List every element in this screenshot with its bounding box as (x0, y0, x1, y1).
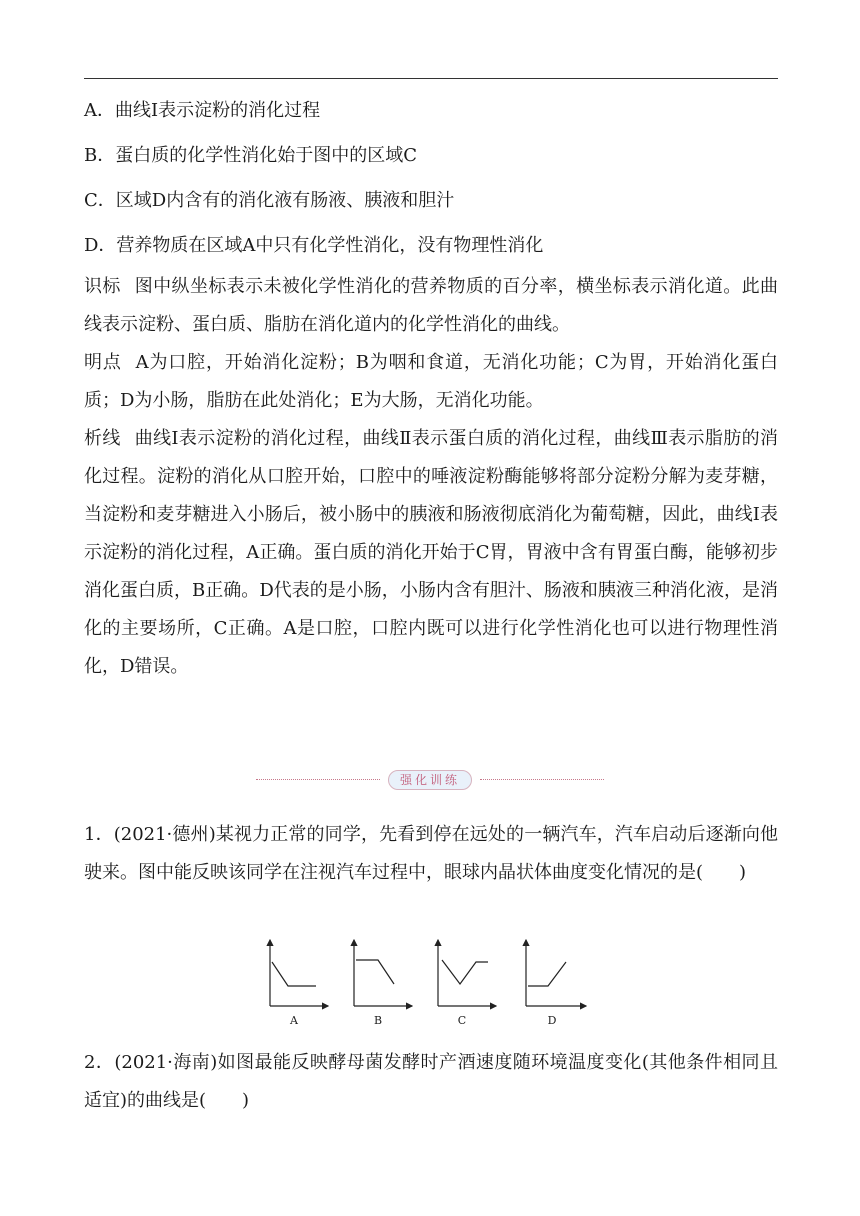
graph-c-curve (442, 960, 488, 984)
lines-label: 析线 (84, 428, 121, 449)
graph-b-label: B (373, 1014, 383, 1027)
top-rule (84, 78, 778, 79)
divider-dots-left (256, 779, 380, 780)
lens-curvature-graphs (264, 936, 594, 1028)
question-1-text: 1．(2021·德州)某视力正常的同学，先看到停在远处的一辆汽车，汽车启动后逐渐向他驶来。图中能反映该同学在注视汽车过程中，眼球内晶状体曲度变化情况的是( ) (84, 824, 778, 883)
lines-paragraph (84, 420, 778, 686)
lines-text: 曲线Ⅰ表示淀粉的消化过程，曲线Ⅱ表示蛋白质的消化过程，曲线Ⅲ表示脂肪的消化过程。淀粉的消化从口腔开始，口腔中的唾液淀粉酶能够将部分淀粉分解为麦芽糖，当淀粉和麦芽糖进入小肠后，被小肠中的胰液和肠液彻底消化为葡萄糖，因此，曲线Ⅰ表示淀粉的消化过程，A正确。蛋白质的消化开始于C胃，胃液中含有胃蛋白酶，能够初步消化蛋白质，B正确。D代表的是小肠，小肠内含有胆汁、肠液和胰液三种消化液，是消化的主要场所，C正确。A是口腔，口腔内既可以进行化学性消化也可以进行物理性消化，D错误。 (84, 428, 778, 677)
section-divider (256, 768, 604, 792)
graph-d-label: D (547, 1014, 557, 1027)
graph-b-curve (356, 960, 394, 984)
option-a: A．曲线Ⅰ表示淀粉的消化过程 (84, 100, 321, 121)
graph-a-label: A (290, 1014, 298, 1027)
graph-a-curve (272, 962, 316, 986)
graph-c (438, 940, 496, 1027)
option-b: B．蛋白质的化学性消化始于图中的区域C (84, 145, 417, 166)
graph-b (354, 940, 412, 1027)
graphs-svg (264, 936, 594, 1028)
answer-options (84, 88, 778, 268)
graph-c-label: C (457, 1014, 467, 1027)
points-label: 明点 (84, 352, 122, 373)
question-2-text: 2．(2021·海南)如图最能反映酵母菌发酵时产酒速度随环境温度变化(其他条件相同且适宜)的曲线是( ) (84, 1052, 778, 1111)
analysis-section (84, 268, 778, 686)
option-d: D．营养物质在区域A中只有化学性消化，没有物理性消化 (84, 235, 544, 256)
points-paragraph (84, 344, 778, 420)
graph-d-curve (528, 962, 566, 986)
identify-label: 识标 (84, 276, 121, 297)
section-title: 强化训练 (388, 770, 472, 790)
divider-dots-right (480, 779, 604, 780)
graph-d (526, 940, 586, 1027)
graph-a (270, 940, 328, 1027)
question-2 (84, 1044, 778, 1120)
identify-paragraph (84, 268, 778, 344)
identify-text: 图中纵坐标表示未被化学性消化的营养物质的百分率，横坐标表示消化道。此曲线表示淀粉、蛋白质、脂肪在消化道内的化学性消化的曲线。 (84, 276, 778, 335)
points-text: A为口腔，开始消化淀粉；B为咽和食道，无消化功能；C为胃，开始消化蛋白质；D为小肠，脂肪在此处消化；E为大肠，无消化功能。 (84, 352, 779, 411)
option-c: C．区域D内含有的消化液有肠液、胰液和胆汁 (84, 190, 455, 211)
question-1 (84, 816, 778, 892)
